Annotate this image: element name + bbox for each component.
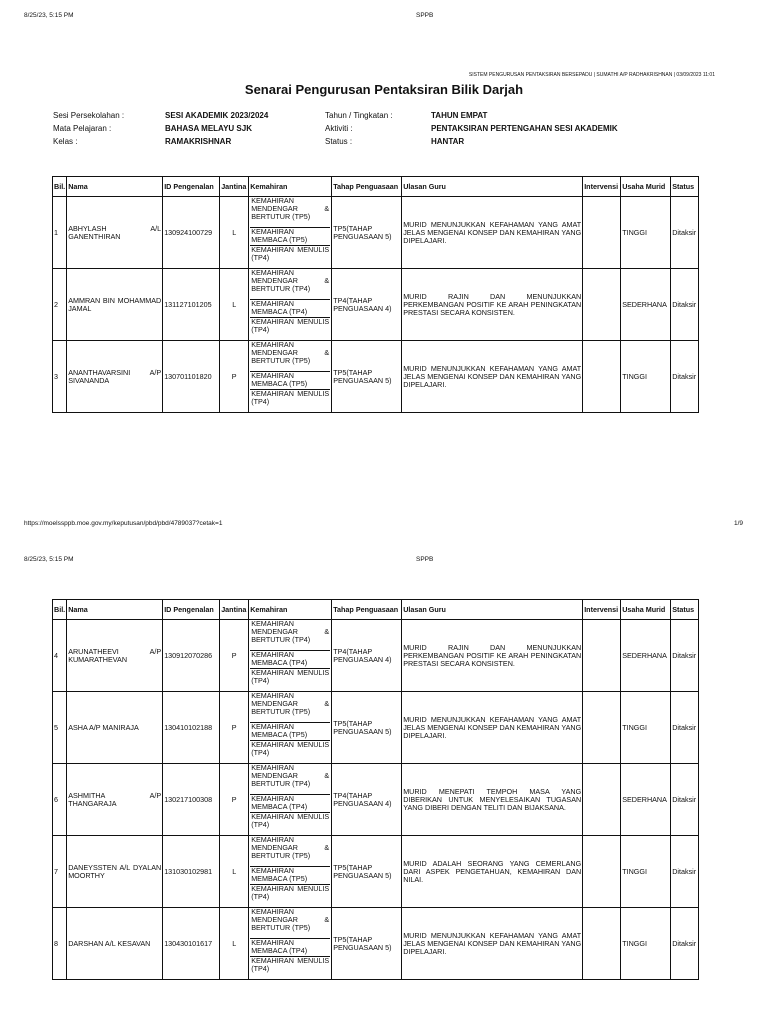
col-status: Status bbox=[671, 600, 699, 620]
table-body bbox=[53, 197, 699, 413]
row-tahap: TP4(TAHAP PENGUASAAN 4) bbox=[332, 620, 402, 692]
row-status: Ditaksir bbox=[671, 620, 699, 692]
row-nama: DANEYSSTEN A/L DYALAN MOORTHY bbox=[67, 836, 163, 908]
status-value: HANTAR bbox=[431, 137, 465, 146]
row-ulasan: MURID MENUNJUKKAN KEFAHAMAN YANG AMAT JELAS MENGENAI KONSEP DAN KEMAHIRAN YANG DIPELAJARI. bbox=[402, 341, 583, 413]
row-intervensi bbox=[583, 620, 621, 692]
row-kemahiran bbox=[249, 764, 332, 836]
table-row bbox=[53, 692, 699, 764]
row-tahap: TP5(TAHAP PENGUASAAN 5) bbox=[332, 692, 402, 764]
row-kemahiran bbox=[249, 908, 332, 980]
col-kemahiran: Kemahiran bbox=[249, 177, 332, 197]
col-ulasan: Ulasan Guru bbox=[402, 177, 583, 197]
table-header bbox=[53, 177, 699, 197]
kemahiran-item: KEMAHIRAN MEMBACA (TP5) bbox=[250, 228, 330, 246]
row-tahap: TP4(TAHAP PENGUASAAN 4) bbox=[332, 269, 402, 341]
col-intervensi: Intervensi bbox=[583, 177, 621, 197]
row-status: Ditaksir bbox=[671, 197, 699, 269]
kemahiran-item: KEMAHIRAN MEMBACA (TP4) bbox=[250, 300, 330, 318]
row-intervensi bbox=[583, 764, 621, 836]
row-usaha: SEDERHANA bbox=[621, 764, 671, 836]
kemahiran-item: KEMAHIRAN MENDENGAR & BERTUTUR (TP5) bbox=[250, 836, 330, 867]
print-app-name: SPPB bbox=[416, 556, 434, 563]
kemahiran-item: KEMAHIRAN MENDENGAR & BERTUTUR (TP5) bbox=[250, 197, 330, 228]
row-ulasan: MURID MENUNJUKKAN KEFAHAMAN YANG AMAT JELAS MENGENAI KONSEP DAN KEMAHIRAN YANG DIPELAJARI. bbox=[402, 197, 583, 269]
row-usaha: TINGGI bbox=[621, 692, 671, 764]
row-ulasan: MURID MENUNJUKKAN KEFAHAMAN YANG AMAT JELAS MENGENAI KONSEP DAN KEMAHIRAN YANG DIPELAJARI. bbox=[402, 908, 583, 980]
col-bil: Bil. bbox=[53, 177, 67, 197]
kemahiran-item: KEMAHIRAN MENULIS (TP4) bbox=[251, 956, 330, 973]
row-kemahiran bbox=[249, 341, 332, 413]
mata-pelajaran-label: Mata Pelajaran : bbox=[53, 124, 112, 133]
system-info-line: SISTEM PENGURUSAN PENTAKSIRAN BERSEPADU | SUMATHI A/P RADHAKRISHNAN | 03/09/2023 11:01 bbox=[468, 72, 715, 78]
row-nama: ARUNATHEEVI A/P KUMARATHEVAN bbox=[67, 620, 163, 692]
col-usaha: Usaha Murid bbox=[621, 600, 671, 620]
kemahiran-item: KEMAHIRAN MENULIS (TP4) bbox=[251, 317, 330, 334]
table-row bbox=[53, 197, 699, 269]
row-jantina: L bbox=[220, 197, 249, 269]
row-status: Ditaksir bbox=[671, 269, 699, 341]
row-usaha: TINGGI bbox=[621, 908, 671, 980]
row-bil: 8 bbox=[53, 908, 67, 980]
row-tahap: TP5(TAHAP PENGUASAAN 5) bbox=[332, 908, 402, 980]
col-jantina: Jantina bbox=[220, 600, 249, 620]
row-status: Ditaksir bbox=[671, 341, 699, 413]
col-id: ID Pengenalan bbox=[163, 177, 220, 197]
row-id: 130912070286 bbox=[163, 620, 220, 692]
row-bil: 7 bbox=[53, 836, 67, 908]
row-intervensi bbox=[583, 197, 621, 269]
kemahiran-item: KEMAHIRAN MENULIS (TP4) bbox=[251, 740, 330, 757]
table-row bbox=[53, 764, 699, 836]
kemahiran-item: KEMAHIRAN MEMBACA (TP5) bbox=[250, 723, 330, 741]
row-ulasan: MURID RAJIN DAN MENUNJUKKAN PERKEMBANGAN POSITIF KE ARAH PENINGKATAN PRESTASI SECARA KONSISTEN. bbox=[402, 620, 583, 692]
kemahiran-item: KEMAHIRAN MENDENGAR & BERTUTUR (TP4) bbox=[250, 269, 330, 300]
row-ulasan: MURID RAJIN DAN MENUNJUKKAN PERKEMBANGAN POSITIF KE ARAH PENINGKATAN PRESTASI SECARA KONSISTEN. bbox=[402, 269, 583, 341]
row-kemahiran bbox=[249, 836, 332, 908]
kemahiran-item: KEMAHIRAN MENDENGAR & BERTUTUR (TP4) bbox=[250, 620, 330, 651]
row-id: 130924100729 bbox=[163, 197, 220, 269]
row-usaha: TINGGI bbox=[621, 341, 671, 413]
sesi-label: Sesi Persekolahan : bbox=[53, 111, 125, 120]
row-jantina: P bbox=[220, 341, 249, 413]
print-page-number: 1/9 bbox=[734, 520, 744, 527]
info-values-right bbox=[431, 109, 618, 148]
col-ulasan: Ulasan Guru bbox=[402, 600, 583, 620]
info-values-left bbox=[165, 109, 268, 148]
table-header bbox=[53, 600, 699, 620]
row-jantina: P bbox=[220, 620, 249, 692]
table-row bbox=[53, 269, 699, 341]
row-bil: 4 bbox=[53, 620, 67, 692]
row-intervensi bbox=[583, 836, 621, 908]
row-status: Ditaksir bbox=[671, 908, 699, 980]
row-jantina: L bbox=[220, 269, 249, 341]
row-usaha: TINGGI bbox=[621, 197, 671, 269]
row-ulasan: MURID MENEPATI TEMPOH MASA YANG DIBERIKAN UNTUK MENYELESAIKAN TUGASAN YANG DIBERI DENGAN TELITI DAN BIJAKSANA. bbox=[402, 764, 583, 836]
row-usaha: TINGGI bbox=[621, 836, 671, 908]
row-kemahiran bbox=[249, 692, 332, 764]
table-body bbox=[53, 620, 699, 980]
row-nama: ANANTHAVARSINI A/P SIVANANDA bbox=[67, 341, 163, 413]
row-tahap: TP5(TAHAP PENGUASAAN 5) bbox=[332, 341, 402, 413]
row-bil: 5 bbox=[53, 692, 67, 764]
kemahiran-item: KEMAHIRAN MENDENGAR & BERTUTUR (TP5) bbox=[250, 341, 330, 372]
print-page-2 bbox=[0, 545, 768, 1024]
kemahiran-item: KEMAHIRAN MENULIS (TP4) bbox=[251, 668, 330, 685]
kelas-label: Kelas : bbox=[53, 137, 78, 146]
row-jantina: L bbox=[220, 908, 249, 980]
info-labels-right bbox=[325, 109, 393, 148]
row-kemahiran bbox=[249, 269, 332, 341]
row-nama: ASHA A/P MANIRAJA bbox=[67, 692, 163, 764]
row-status: Ditaksir bbox=[671, 764, 699, 836]
kemahiran-item: KEMAHIRAN MENDENGAR & BERTUTUR (TP4) bbox=[250, 764, 330, 795]
print-date: 8/25/23, 5:15 PM bbox=[24, 12, 74, 19]
col-tahap: Tahap Penguasaan bbox=[332, 600, 402, 620]
row-nama: ABHYLASH A/L GANENTHIRAN bbox=[67, 197, 163, 269]
col-bil: Bil. bbox=[53, 600, 67, 620]
row-jantina: L bbox=[220, 836, 249, 908]
row-usaha: SEDERHANA bbox=[621, 620, 671, 692]
col-nama: Nama bbox=[67, 600, 163, 620]
kemahiran-item: KEMAHIRAN MENULIS (TP4) bbox=[251, 245, 330, 262]
col-usaha: Usaha Murid bbox=[621, 177, 671, 197]
row-tahap: TP5(TAHAP PENGUASAAN 5) bbox=[332, 836, 402, 908]
print-url: https://moelssppb.moe.gov.my/keputusan/pbd/pbd/4789037?cetak=1 bbox=[24, 520, 223, 527]
col-jantina: Jantina bbox=[220, 177, 249, 197]
row-id: 131127101205 bbox=[163, 269, 220, 341]
kemahiran-item: KEMAHIRAN MENDENGAR & BERTUTUR (TP5) bbox=[250, 908, 330, 939]
row-status: Ditaksir bbox=[671, 692, 699, 764]
col-intervensi: Intervensi bbox=[583, 600, 621, 620]
row-jantina: P bbox=[220, 764, 249, 836]
status-label: Status : bbox=[325, 137, 353, 146]
kemahiran-item: KEMAHIRAN MEMBACA (TP4) bbox=[250, 795, 330, 813]
info-labels-left bbox=[53, 109, 124, 148]
kemahiran-item: KEMAHIRAN MEMBACA (TP5) bbox=[250, 867, 330, 885]
col-tahap: Tahap Penguasaan bbox=[332, 177, 402, 197]
row-kemahiran bbox=[249, 197, 332, 269]
mata-pelajaran-value: BAHASA MELAYU SJK bbox=[165, 124, 252, 133]
row-intervensi bbox=[583, 269, 621, 341]
row-ulasan: MURID MENUNJUKKAN KEFAHAMAN YANG AMAT JELAS MENGENAI KONSEP DAN KEMAHIRAN YANG DIPELAJARI. bbox=[402, 692, 583, 764]
kemahiran-item: KEMAHIRAN MENULIS (TP4) bbox=[251, 812, 330, 829]
row-id: 130430101617 bbox=[163, 908, 220, 980]
table-row bbox=[53, 908, 699, 980]
row-tahap: TP4(TAHAP PENGUASAAN 4) bbox=[332, 764, 402, 836]
kemahiran-item: KEMAHIRAN MEMBACA (TP4) bbox=[250, 651, 330, 669]
row-intervensi bbox=[583, 341, 621, 413]
row-bil: 3 bbox=[53, 341, 67, 413]
print-app-name: SPPB bbox=[416, 12, 434, 19]
col-kemahiran: Kemahiran bbox=[249, 600, 332, 620]
kemahiran-item: KEMAHIRAN MEMBACA (TP5) bbox=[250, 372, 330, 390]
row-bil: 2 bbox=[53, 269, 67, 341]
row-intervensi bbox=[583, 692, 621, 764]
kemahiran-item: KEMAHIRAN MENULIS (TP4) bbox=[251, 389, 330, 406]
assessment-table bbox=[52, 599, 699, 980]
table-row bbox=[53, 836, 699, 908]
row-status: Ditaksir bbox=[671, 836, 699, 908]
col-id: ID Pengenalan bbox=[163, 600, 220, 620]
row-id: 131030102981 bbox=[163, 836, 220, 908]
col-status: Status bbox=[671, 177, 699, 197]
kemahiran-item: KEMAHIRAN MENDENGAR & BERTUTUR (TP5) bbox=[250, 692, 330, 723]
kelas-value: RAMAKRISHNAR bbox=[165, 137, 232, 146]
row-kemahiran bbox=[249, 620, 332, 692]
row-bil: 6 bbox=[53, 764, 67, 836]
table-row bbox=[53, 620, 699, 692]
row-nama: AMMRAN BIN MOHAMMAD JAMAL bbox=[67, 269, 163, 341]
sesi-value: SESI AKADEMIK 2023/2024 bbox=[165, 111, 269, 120]
aktiviti-value: PENTAKSIRAN PERTENGAHAN SESI AKADEMIK bbox=[431, 124, 618, 133]
row-intervensi bbox=[583, 908, 621, 980]
aktiviti-label: Aktiviti : bbox=[325, 124, 353, 133]
tahun-value: TAHUN EMPAT bbox=[431, 111, 488, 120]
row-id: 130410102188 bbox=[163, 692, 220, 764]
row-tahap: TP5(TAHAP PENGUASAAN 5) bbox=[332, 197, 402, 269]
row-nama: ASHMITHA A/P THANGARAJA bbox=[67, 764, 163, 836]
print-date: 8/25/23, 5:15 PM bbox=[24, 556, 74, 563]
row-id: 130217100308 bbox=[163, 764, 220, 836]
row-ulasan: MURID ADALAH SEORANG YANG CEMERLANG DARI ASPEK PENGETAHUAN, KEMAHIRAN DAN NILAI. bbox=[402, 836, 583, 908]
tahun-label: Tahun / Tingkatan : bbox=[325, 111, 393, 120]
table-row bbox=[53, 341, 699, 413]
row-bil: 1 bbox=[53, 197, 67, 269]
kemahiran-item: KEMAHIRAN MENULIS (TP4) bbox=[251, 884, 330, 901]
kemahiran-item: KEMAHIRAN MEMBACA (TP4) bbox=[250, 939, 330, 957]
row-jantina: P bbox=[220, 692, 249, 764]
assessment-table bbox=[52, 176, 699, 413]
col-nama: Nama bbox=[67, 177, 163, 197]
row-id: 130701101820 bbox=[163, 341, 220, 413]
page-title: Senarai Pengurusan Pentaksiran Bilik Darjah bbox=[244, 82, 524, 97]
row-nama: DARSHAN A/L KESAVAN bbox=[67, 908, 163, 980]
row-usaha: SEDERHANA bbox=[621, 269, 671, 341]
